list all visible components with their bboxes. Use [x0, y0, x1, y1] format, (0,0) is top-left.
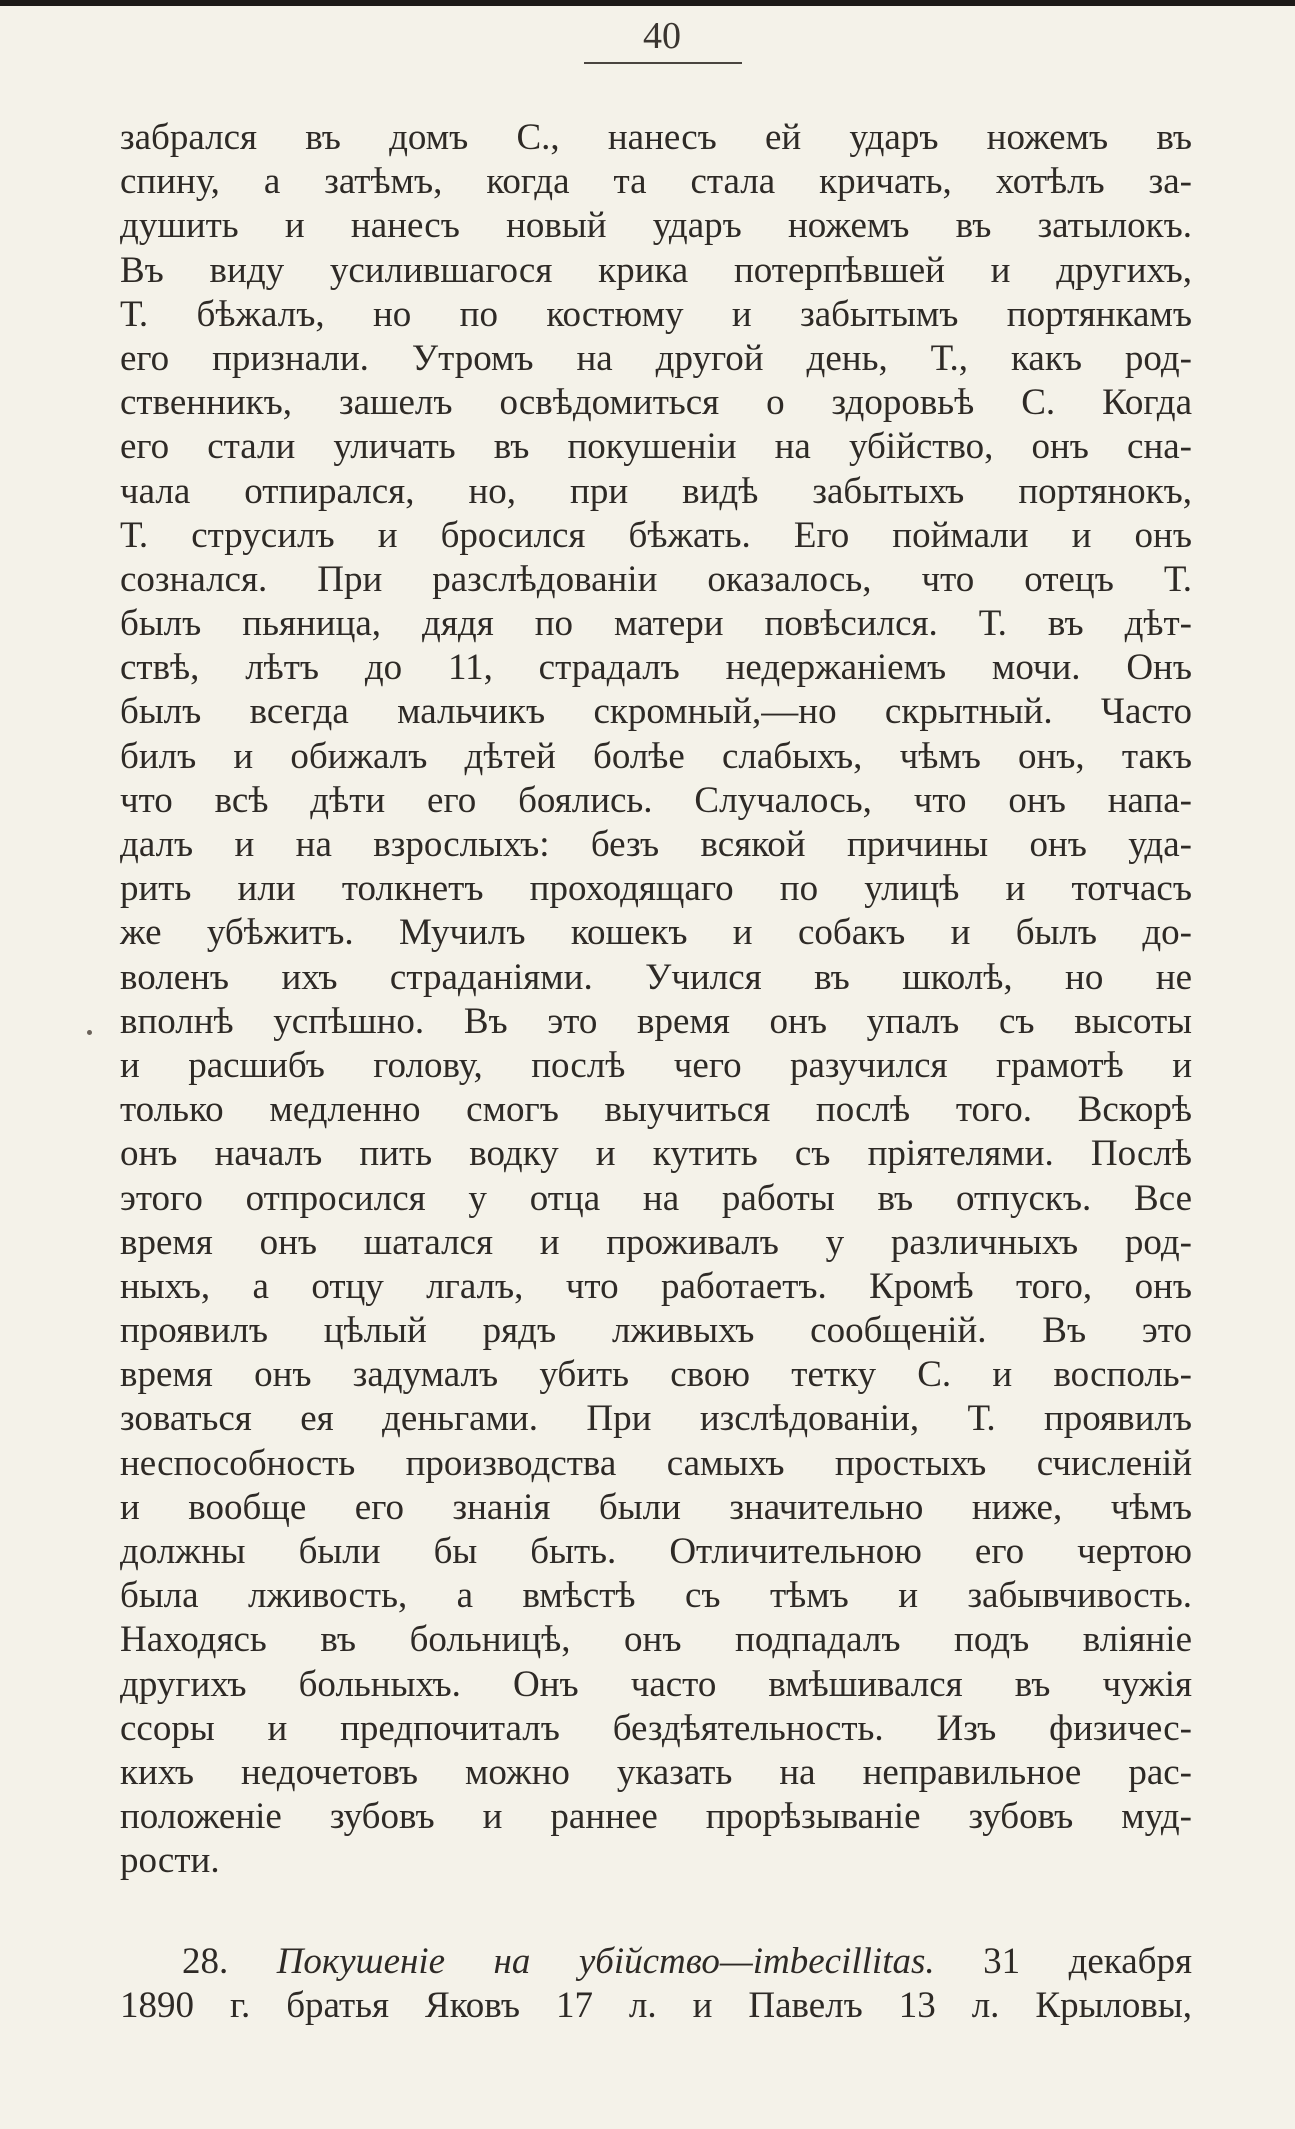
text-line: ственникъ, зашелъ освѣдомиться о здоровьѣ С. Когда [120, 382, 1192, 424]
case-date: 31 декабря [983, 1941, 1192, 1982]
text-line: этого отпросился у отца на работы въ отпускъ. Все [120, 1177, 1192, 1219]
page-number: 40 [643, 15, 681, 57]
text-line: рости. [120, 1840, 220, 1882]
text-line: положеніе зубовъ и раннее прорѣзываніе зубовъ муд- [120, 1796, 1192, 1838]
text-line: другихъ больныхъ. Онъ часто вмѣшивался въ чужія [120, 1663, 1192, 1705]
text-line: проявилъ цѣлый рядъ лживыхъ сообщеній. Въ это [120, 1310, 1192, 1352]
text-line: спину, а затѣмъ, когда та стала кричать, хотѣлъ за- [120, 161, 1192, 203]
text-line: чала отпирался, но, при видѣ забытыхъ портянокъ, [120, 470, 1192, 512]
text-line: Находясь въ больницѣ, онъ подпадалъ подъ вліяніе [120, 1619, 1192, 1661]
case-28 [120, 1940, 1192, 2028]
margin-mark [87, 1030, 92, 1035]
text-line: зоваться ея деньгами. При изслѣдованіи, Т. проявилъ [120, 1398, 1192, 1440]
header-rule [584, 62, 742, 64]
case-text-line: 1890 г. братья Яковъ 17 л. и Павелъ 13 л. Крыловы, [120, 1985, 1192, 2027]
text-line: же убѣжитъ. Мучилъ кошекъ и собакъ и былъ до- [120, 912, 1192, 954]
text-line: должны были бы быть. Отличительною его чертою [120, 1531, 1192, 1572]
text-line: неспособность производства самыхъ простыхъ счисленій [120, 1442, 1192, 1484]
text-line: время онъ шатался и проживалъ у различныхъ род- [120, 1221, 1192, 1263]
text-line: былъ всегда мальчикъ скромный,—но скрытный. Часто [120, 691, 1192, 733]
text-line: была лживость, а вмѣстѣ съ тѣмъ и забывчивость. [120, 1575, 1192, 1617]
text-line: кихъ недочетовъ можно указать на неправильное рас- [120, 1751, 1192, 1793]
text-line: былъ пьяница, дядя по матери повѣсился. Т. въ дѣт- [120, 603, 1192, 645]
text-line: душить и нанесъ новый ударъ ножемъ въ затылокъ. [120, 205, 1192, 247]
text-line: Т. струсилъ и бросился бѣжать. Его поймали и онъ [120, 514, 1192, 556]
text-line: забрался въ домъ С., нанесъ ей ударъ ножемъ въ [120, 117, 1192, 158]
text-line: ссоры и предпочиталъ бездѣятельность. Изъ физичес- [120, 1707, 1192, 1749]
text-line: вполнѣ успѣшно. Въ это время онъ упалъ съ высоты [120, 1000, 1192, 1042]
text-line: воленъ ихъ страданіями. Учился въ школѣ, но не [120, 956, 1192, 998]
body-text [120, 116, 1192, 1884]
text-line: Въ виду усилившагося крика потерпѣвшей и другихъ, [120, 249, 1192, 291]
page-header [582, 14, 742, 58]
text-line: время онъ задумалъ убить свою тетку С. и восполь- [120, 1354, 1192, 1396]
case-heading-line [120, 1940, 1192, 1984]
text-line: рить или толкнетъ проходящаго по улицѣ и тотчасъ [120, 868, 1192, 910]
text-line: только медленно смогъ выучиться послѣ того. Вскорѣ [120, 1089, 1192, 1131]
case-number: 28. [182, 1941, 229, 1982]
text-line: и вообще его знанія были значительно ниже, чѣмъ [120, 1486, 1192, 1528]
case-title: Покушеніе на убійство—imbecillitas. [276, 1941, 935, 1982]
text-line: его признали. Утромъ на другой день, Т., какъ род- [120, 337, 1192, 379]
text-line: его стали уличать въ покушеніи на убійство, онъ сна- [120, 426, 1192, 468]
text-line: Т. бѣжалъ, но по костюму и забытымъ портянкамъ [120, 293, 1192, 335]
text-line: ствѣ, лѣтъ до 11, страдалъ недержаніемъ мочи. Онъ [120, 647, 1192, 689]
text-line: онъ началъ пить водку и кутить съ пріятелями. Послѣ [120, 1133, 1192, 1175]
page-top-edge [0, 0, 1295, 6]
text-line: билъ и обижалъ дѣтей болѣе слабыхъ, чѣмъ онъ, такъ [120, 735, 1192, 777]
text-line: сознался. При разслѣдованіи оказалось, что отецъ Т. [120, 558, 1192, 600]
text-line: что всѣ дѣти его боялись. Случалось, что онъ напа- [120, 779, 1192, 821]
text-line: и расшибъ голову, послѣ чего разучился грамотѣ и [120, 1044, 1192, 1086]
text-line: ныхъ, а отцу лгалъ, что работаетъ. Кромѣ того, онъ [120, 1265, 1192, 1307]
text-line: далъ и на взрослыхъ: безъ всякой причины онъ уда- [120, 824, 1192, 865]
